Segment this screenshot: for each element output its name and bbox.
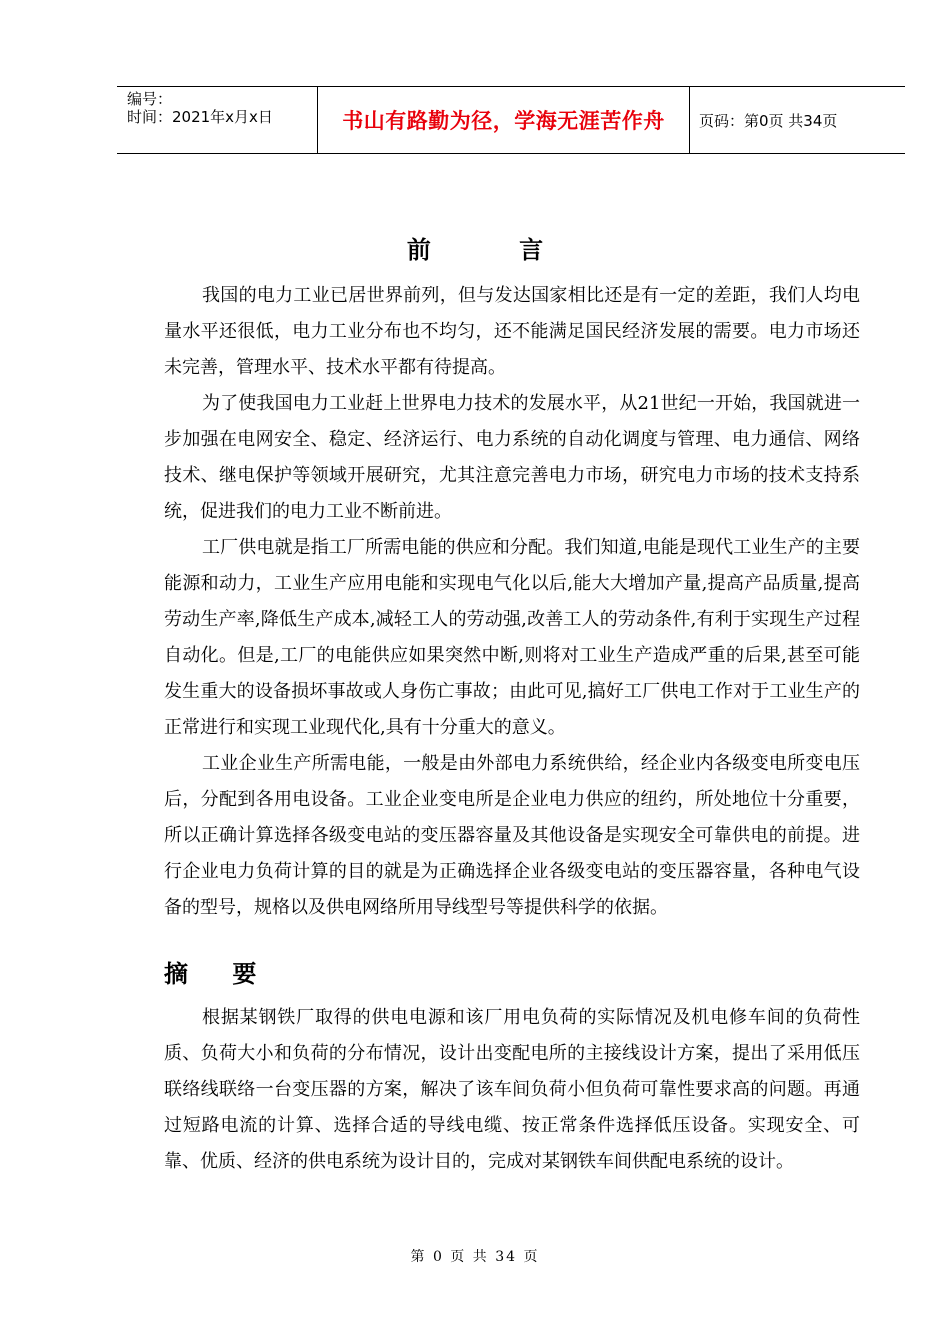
preface-paragraph: 为了使我国电力工业赶上世界电力技术的发展水平，从21世纪一开始，我国就进一步加强在电网安全、稳定、经济运行、电力系统的自动化调度与管理、电力通信、网络技术、继电保护等领域开展研究，尤其注意完善电力市场，研究电力市场的技术支持系统，促进我们的电力工业不断前进。 <box>164 393 860 522</box>
preface-paragraph: 工厂供电就是指工厂所需电能的供应和分配。我们知道,电能是现代工业生产的主要能源和动力，工业生产应用电能和实现电气化以后,能大大增加产量,提高产品质量,提高劳动生产率,降低生产成本,减轻工人的劳动强,改善工人的劳动条件,有利于实现生产过程自动化。但是,工厂的电能供应如果突然中断,则将对工业生产造成严重的后果,甚至可能发生重大的设备损坏事故或人身伤亡事故；由此可见,搞好工厂供电工作对于工业生产的正常进行和实现工业现代化,具有十分重大的意义。 <box>164 537 860 738</box>
preface-title: 前 言 <box>406 236 584 264</box>
document-time-label: 时间：2021年x月x日 <box>127 108 273 126</box>
document-number-label: 编号： <box>127 90 173 108</box>
header-page-cell <box>690 87 905 153</box>
header-meta-cell <box>117 87 317 153</box>
abstract-paragraph: 根据某钢铁厂取得的供电电源和该厂用电负荷的实际情况及机电修车间的负荷性质、负荷大小和负荷的分布情况，设计出变配电所的主接线设计方案，提出了采用低压联络线联络一台变压器的方案，解决了该车间负荷小但负荷可靠性要求高的问题。再通过短路电流的计算、选择合适的导线电缆、按正常条件选择低压设备。实现安全、可靠、优质、经济的供电系统为设计目的，完成对某钢铁车间供配电系统的设计。 <box>164 1007 860 1172</box>
header-motto: 书山有路勤为径，学海无涯苦作舟 <box>342 109 665 133</box>
preface-body <box>164 278 860 926</box>
abstract-title: 摘 要 <box>164 960 275 988</box>
abstract-body <box>164 1000 860 1180</box>
preface-paragraph: 工业企业生产所需电能，一般是由外部电力系统供给，经企业内各级变电所变电压后，分配到各用电设备。工业企业变电所是企业电力供应的纽约，所处地位十分重要，所以正确计算选择各级变电站的变压器容量及其他设备是实现安全可靠供电的前提。进行企业电力负荷计算的目的就是为正确选择企业各级变电站的变压器容量，各种电气设备的型号，规格以及供电网络所用导线型号等提供科学的依据。 <box>164 753 860 918</box>
header-motto-cell <box>317 87 690 153</box>
document-header <box>117 86 905 154</box>
header-page-info: 页码：第0页 共34页 <box>699 111 838 130</box>
preface-paragraph: 我国的电力工业已居世界前列，但与发达国家相比还是有一定的差距，我们人均电量水平还很低，电力工业分布也不均匀，还不能满足国民经济发展的需要。电力市场还未完善，管理水平、技术水平都有待提高。 <box>164 285 860 378</box>
page-footer: 第 0 页 共 34 页 <box>410 1249 540 1265</box>
